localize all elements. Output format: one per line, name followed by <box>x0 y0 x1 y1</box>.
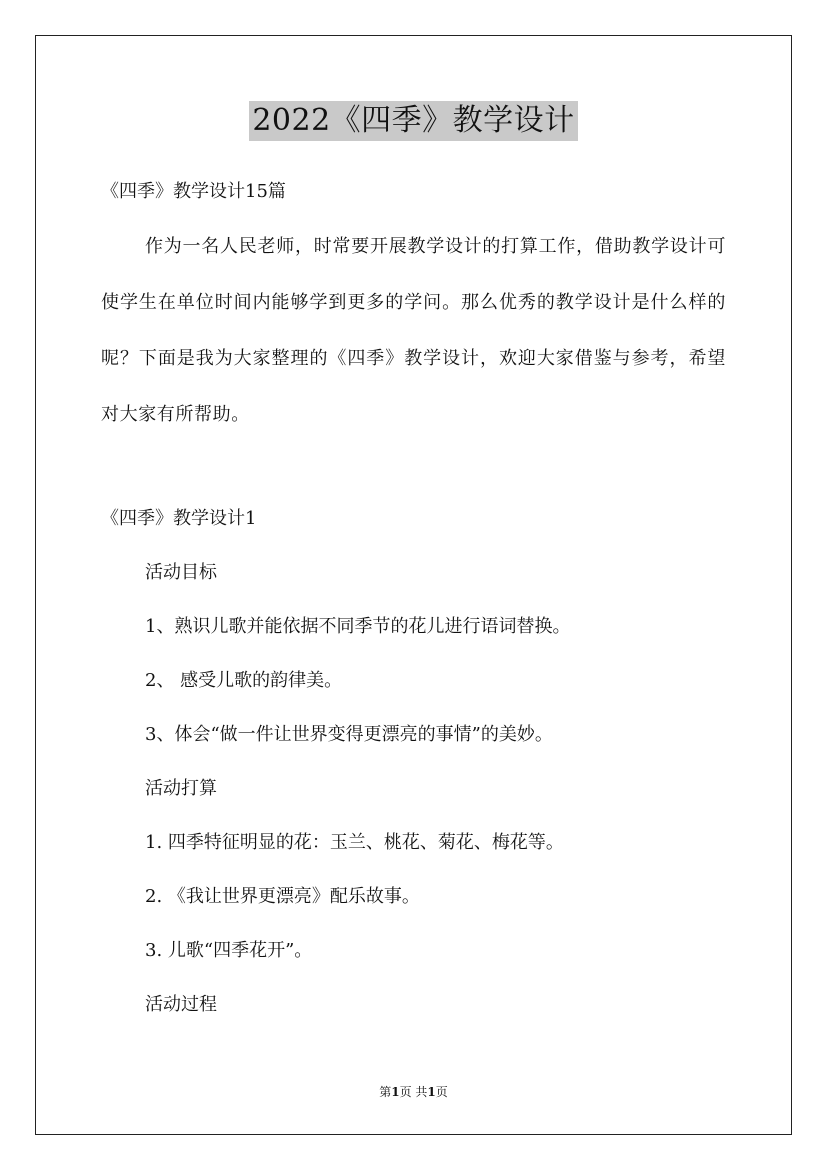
title-container <box>0 101 827 141</box>
intro-paragraph: 作为一名人民老师，时常要开展教学设计的打算工作，借助教学设计可使学生在单位时间内能够学到更多的学问。那么优秀的教学设计是什么样的呢？下面是我为大家整理的《四季》教学设计，欢迎大家借鉴与参考，希望对大家有所帮助。 <box>101 236 726 425</box>
prep-heading: 活动打算 <box>145 778 217 799</box>
section-heading: 《四季》教学设计1 <box>101 508 257 529</box>
document-title: 2022《四季》教学设计 <box>249 101 577 141</box>
footer-suffix: 页 <box>435 1085 448 1099</box>
goal-item: 3、体会“做一件让世界变得更漂亮的事情”的美妙。 <box>145 724 553 745</box>
goal-item: 1、熟识儿歌并能依据不同季节的花儿进行语词替换。 <box>145 616 571 637</box>
prep-item: 2. 《我让世界更漂亮》配乐故事。 <box>145 886 420 907</box>
footer-page-current: 1 <box>391 1085 400 1099</box>
prep-item: 1. 四季特征明显的花：玉兰、桃花、菊花、梅花等。 <box>145 832 564 853</box>
prep-item: 3. 儿歌“四季花开”。 <box>145 940 313 961</box>
process-heading: 活动过程 <box>145 994 217 1015</box>
footer-mid: 页 共 <box>399 1085 428 1099</box>
goal-item: 2、 感受儿歌的韵律美。 <box>145 670 343 691</box>
footer-page-total: 1 <box>427 1085 436 1099</box>
goal-heading: 活动目标 <box>145 562 217 583</box>
document-subtitle: 《四季》教学设计15篇 <box>101 181 286 202</box>
footer-prefix: 第 <box>379 1085 392 1099</box>
page-footer <box>0 1084 827 1100</box>
